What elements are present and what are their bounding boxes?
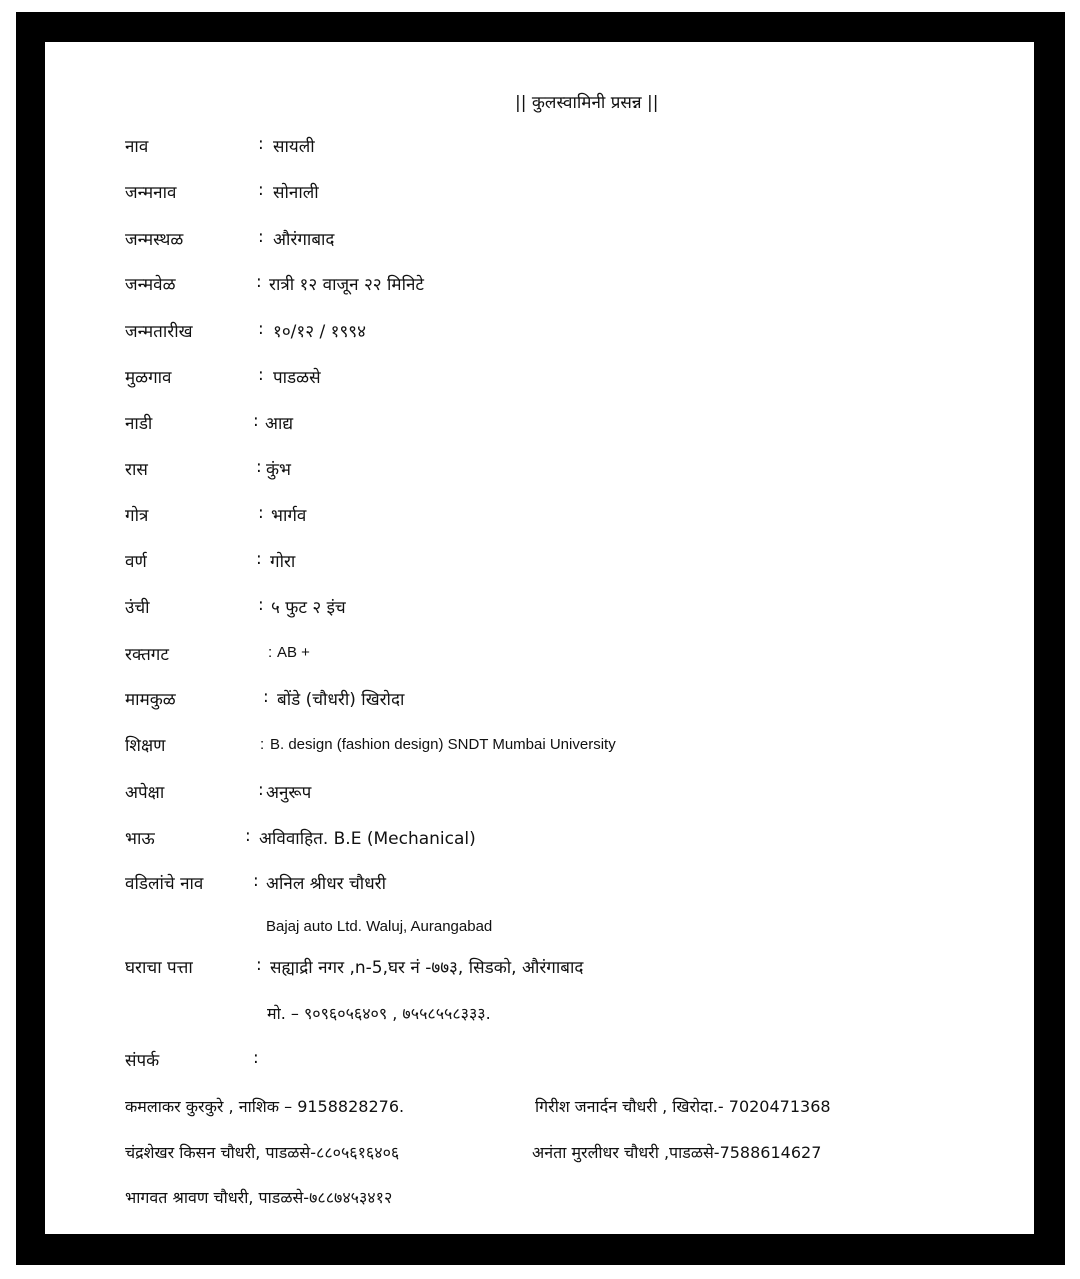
field-colon: : — [256, 457, 262, 477]
field-row-maternal-family — [125, 687, 1005, 717]
field-label: भाऊ — [125, 829, 155, 849]
field-row-birth-place — [125, 227, 1005, 257]
field-value: ५ फुट २ इंच — [271, 598, 346, 618]
field-colon: : — [245, 826, 251, 846]
field-colon: : — [256, 549, 262, 569]
field-label: शिक्षण — [125, 736, 166, 756]
field-colon: : — [260, 736, 265, 753]
field-colon: : — [268, 644, 273, 661]
contact-entry: गिरीश जनार्दन चौधरी , खिरोदा.- 7020471368 — [535, 1097, 831, 1116]
field-value: अनिल श्रीधर चौधरी — [266, 874, 387, 894]
field-value: अनुरूप — [266, 783, 312, 803]
field-label: उंची — [125, 598, 150, 618]
field-colon: : — [258, 595, 264, 615]
field-colon: : — [256, 272, 262, 292]
field-label: जन्मस्थळ — [125, 230, 184, 250]
field-row-height — [125, 595, 1005, 625]
field-value: गोरा — [270, 552, 296, 572]
field-colon: : — [258, 780, 264, 800]
field-row-birth-date — [125, 319, 1005, 349]
contact-entry: अनंता मुरलीधर चौधरी ,पाडळसे-7588614627 — [532, 1143, 822, 1162]
field-row-education — [125, 733, 1005, 763]
field-row-birth-time — [125, 272, 1005, 302]
field-label: मुळगाव — [125, 368, 172, 388]
page-heading: || कुलस्वामिनी प्रसन्न || — [515, 93, 659, 113]
field-row-brother — [125, 826, 1005, 856]
field-colon: : — [253, 871, 259, 891]
field-colon: : — [258, 503, 264, 523]
field-label: संपर्क — [125, 1051, 160, 1071]
field-value: रात्री १२ वाजून २२ मिनिटे — [269, 275, 424, 295]
field-label: घराचा पत्ता — [125, 958, 193, 978]
field-colon: : — [258, 319, 264, 339]
field-value: सह्याद्री नगर ,n-5,घर नं -७७३, सिडको, औरंगाबाद — [270, 958, 584, 978]
field-colon: : — [256, 955, 262, 975]
field-label: गोत्र — [125, 506, 149, 526]
field-row-complexion — [125, 549, 1005, 579]
field-value: पाडळसे — [273, 368, 321, 388]
field-label: रास — [125, 460, 148, 480]
field-colon: : — [258, 365, 264, 385]
field-colon: : — [258, 180, 264, 200]
field-label: नाव — [125, 137, 149, 157]
field-row-rashi — [125, 457, 1005, 487]
phone-line: मो. – ९०९६०५६४०९ , ७५५८५५८३३३. — [267, 1004, 491, 1023]
field-value: औरंगाबाद — [273, 230, 335, 250]
field-value: आद्य — [265, 414, 294, 434]
contact-entry: चंद्रशेखर किसन चौधरी, पाडळसे-८८०५६१६४०६ — [125, 1143, 400, 1162]
contact-entry: भागवत श्रावण चौधरी, पाडळसे-७८८७४५३४१२ — [125, 1188, 393, 1207]
field-colon: : — [253, 1048, 259, 1068]
contact-entry: कमलाकर कुरकुरे , नाशिक – 9158828276. — [125, 1097, 405, 1116]
field-row-blood-group — [125, 642, 1005, 672]
field-label: रक्तगट — [125, 645, 169, 665]
field-label: मामकुळ — [125, 690, 176, 710]
field-value: सोनाली — [273, 183, 319, 203]
field-value: भार्गव — [271, 506, 307, 526]
field-value: अविवाहित. B.E (Mechanical) — [259, 829, 476, 849]
field-colon: : — [258, 134, 264, 154]
field-label: जन्मतारीख — [125, 322, 193, 342]
field-label: जन्मनाव — [125, 183, 177, 203]
field-value: B. design (fashion design) SNDT Mumbai University — [270, 736, 616, 753]
field-colon: : — [258, 227, 264, 247]
field-row-birth-name — [125, 180, 1005, 210]
field-value: १०/१२ / १९९४ — [273, 322, 366, 342]
field-colon: : — [263, 687, 269, 707]
field-row-contact — [125, 1048, 1005, 1078]
field-value: कुंभ — [266, 460, 292, 480]
father-workplace: Bajaj auto Ltd. Waluj, Aurangabad — [266, 918, 493, 935]
field-row-gotra — [125, 503, 1005, 533]
field-value: बोंडे (चौधरी) खिरोदा — [277, 690, 405, 710]
field-row-nadi — [125, 411, 1005, 441]
field-row-expectation — [125, 780, 1005, 810]
field-value: AB + — [277, 644, 310, 661]
field-label: अपेक्षा — [125, 783, 165, 803]
field-row-father-name — [125, 871, 1005, 901]
field-label: वडिलांचे नाव — [125, 874, 204, 894]
biodata-page — [45, 42, 1034, 1234]
field-colon: : — [253, 411, 259, 431]
field-row-native-place — [125, 365, 1005, 395]
field-label: जन्मवेळ — [125, 275, 176, 295]
field-label: नाडी — [125, 414, 153, 434]
field-value: सायली — [273, 137, 315, 157]
field-row-home-address — [125, 955, 1005, 985]
field-label: वर्ण — [125, 552, 147, 572]
field-row-name — [125, 134, 1005, 164]
